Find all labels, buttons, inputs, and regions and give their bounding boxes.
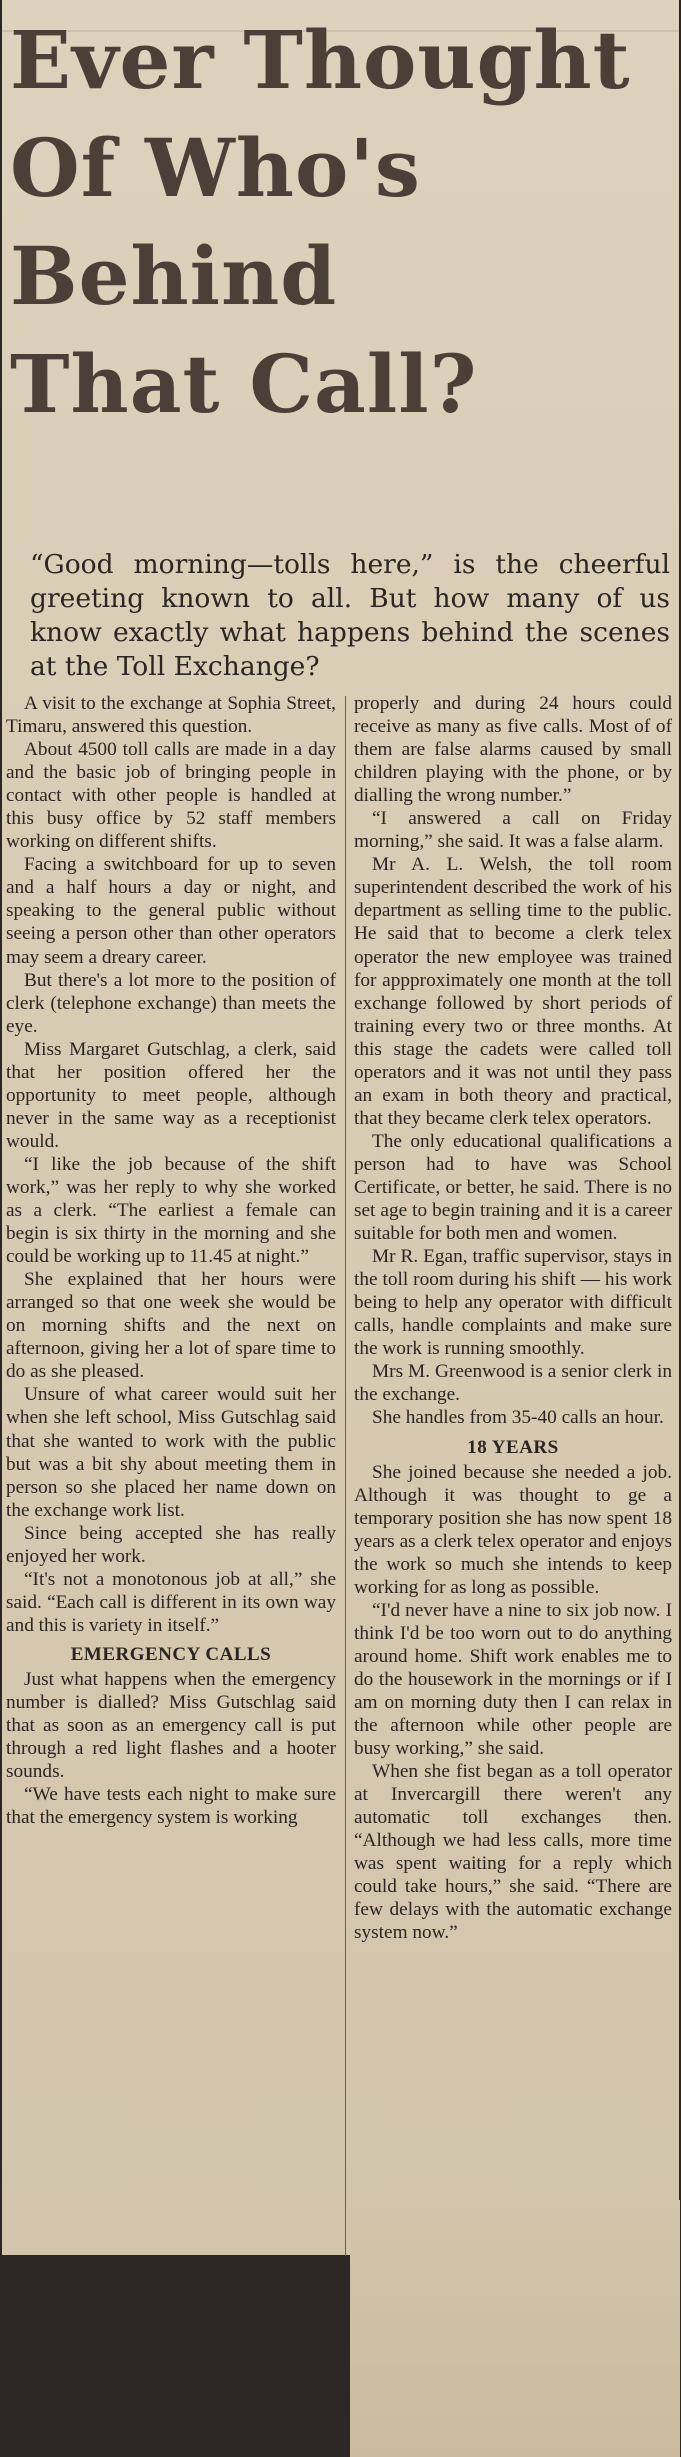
paragraph: “We have tests each night to make sure that the emergency system is working [6, 1784, 336, 1829]
subheading: 18 YEARS [467, 1436, 559, 1458]
subheading: EMERGENCY CALLS [70, 1643, 272, 1665]
paragraph: The only educational qualifications a person had to have was School Certificate, or better, he said. There is no set age to begin training and it is a career suitable for both men and women. [354, 1130, 672, 1245]
paragraph: When she fist began as a toll operator at Invercargill there weren't any automatic toll exchanges then. “Although we had less calls, more time was spent waiting for a reply which could take hours,” she said. “There are few delays with the automatic exchange system now.” [354, 1761, 672, 1944]
right-column [354, 692, 672, 1944]
paragraph: But there's a lot more to the position of clerk (telephone exchange) than meets the eye. [6, 969, 336, 1037]
standfirst: “Good morning—tolls here,” is the cheerful greeting known to all. But how many of us know exactly what happens behind the scenes at the Toll Exchange? [30, 549, 670, 682]
left-column [6, 692, 336, 1829]
paragraph: About 4500 toll calls are made in a day and the basic job of bringing people in contact with other people is handled at this busy office by 52 staff members working on different shifts. [6, 739, 336, 853]
headline-line: Behind [10, 229, 338, 323]
headline-line: Ever Thought [10, 13, 631, 107]
paragraph: “It's not a monotonous job at all,” she said. “Each call is different in its own way and this is variety in itself.” [6, 1568, 336, 1636]
headline-line: Of Who's [10, 121, 421, 215]
paragraph: Facing a switchboard for up to seven and a half hours a day or night, and speaking to the general public without seeing a person other than other operators may seem a dreary career. [6, 854, 336, 968]
paragraph: She explained that her hours were arranged so that one week she would be on morning shifts and the next on afternoon, giving her a lot of spare time to do as she pleased. [6, 1269, 336, 1383]
paragraph: Since being accepted she has really enjoyed her work. [6, 1522, 336, 1567]
paragraph: Mr A. L. Welsh, the toll room superintendent described the work of his department as selling time to the public. He said that to become a clerk telex operator the new employee was trained for appproximately one month at the toll exchange followed by short periods of training every two or three months. At this stage the cadets were called toll operators and it was not until they pass an exam in both theory and practical, that they became clerk telex operators. [354, 854, 672, 1129]
paragraph: She handles from 35-40 calls an hour. [372, 1407, 664, 1429]
paragraph: “I'd never have a nine to six job now. I think I'd be too worn out to do anything around home. Shift work enables me to do the housework in the mornings or if I am on morning duty then I can relax in the afternoon while other people are busy working,” she said. [354, 1599, 672, 1760]
column-rule [345, 696, 346, 2256]
paragraph: Unsure of what career would suit her when she left school, Miss Gutschlag said that she wanted to work with the public but was a bit shy about meeting them in person so she placed her name down on the exchange work list. [6, 1384, 336, 1521]
paragraph: Just what happens when the emergency number is dialled? Miss Gutschlag said that as soon as an emergency call is put through a red light flashes and a hooter sounds. [6, 1668, 336, 1783]
newspaper-clipping-tail [350, 2200, 680, 2457]
paragraph: Miss Margaret Gutschlag, a clerk, said that her position offered her the opportunity to meet people, although never in the same way as a receptionist would. [6, 1038, 336, 1152]
paragraph: A visit to the exchange at Sophia Street, Timaru, answered this question. [6, 693, 336, 738]
paragraph: Mr R. Egan, traffic supervisor, stays in the toll room during his shift — his work being to help any operator with difficult calls, handle complaints and make sure the work is running smoothly. [354, 1246, 672, 1360]
paragraph: She joined because she needed a job. Although it was thought to ge a temporary position she has now spent 18 years as a clerk telex operator and enjoys the work so much she intends to keep working for as long as possible. [354, 1461, 672, 1598]
headline [10, 6, 670, 438]
paragraph: Mrs M. Greenwood is a senior clerk in the exchange. [354, 1361, 672, 1406]
headline-line: That Call? [10, 337, 478, 431]
paragraph: properly and during 24 hours could receive as many as five calls. Most of of them are false alarms caused by small children playing with the phone, or by dialling the wrong number.” [354, 693, 672, 807]
paragraph: “I like the job because of the shift work,” was her reply to why she worked as a clerk. “The earliest a female can begin is six thirty in the morning and she could be working up to 11.45 at night.” [6, 1153, 336, 1268]
paragraph: “I answered a call on Friday morning,” she said. It was a false alarm. [354, 808, 672, 853]
